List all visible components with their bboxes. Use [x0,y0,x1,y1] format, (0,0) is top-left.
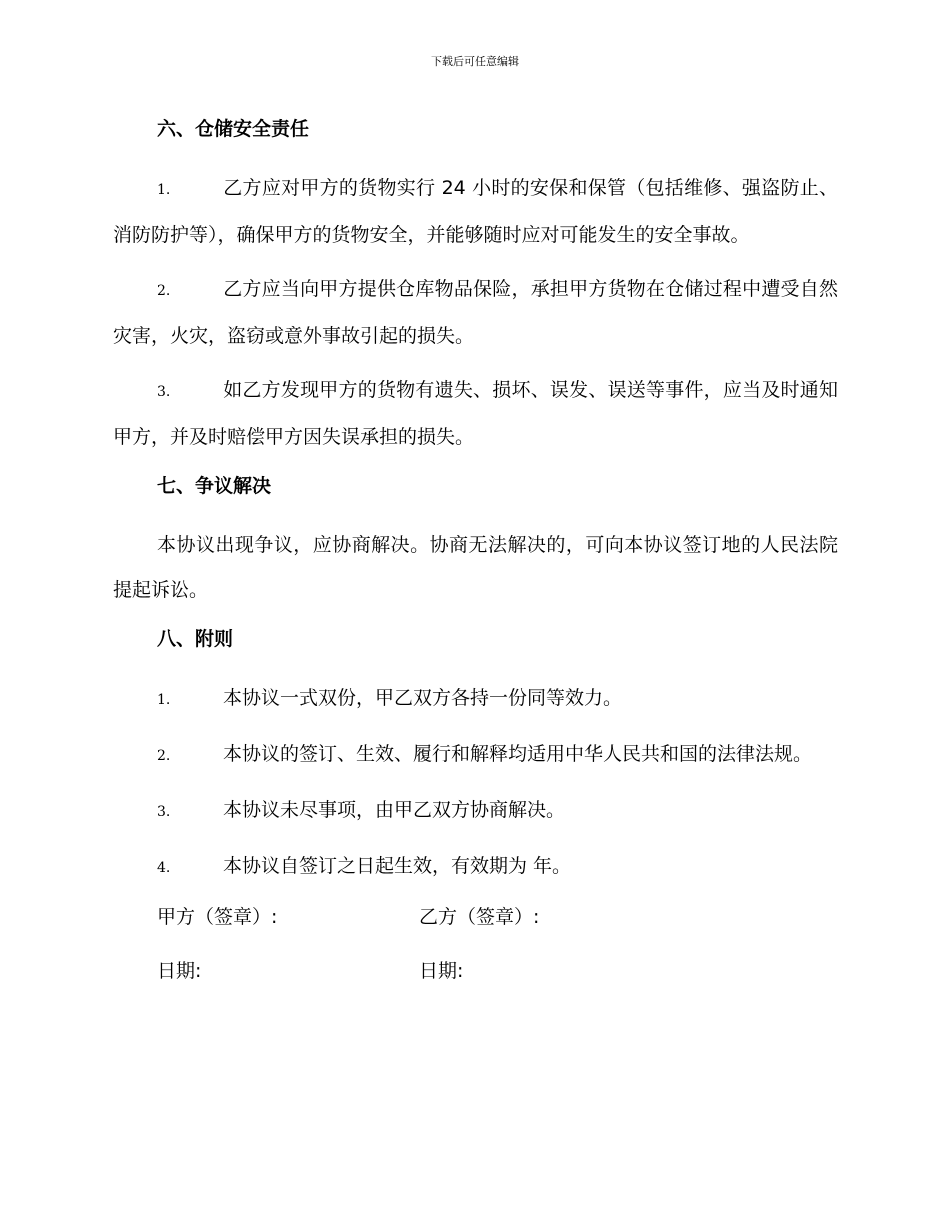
document-body [113,112,838,1008]
clause-text: 本协议自签订之日起生效，有效期为 年。 [223,855,572,877]
party-b-date-label: 日期: [419,960,464,982]
clause-number: 1. [157,182,171,198]
section-heading-dispute-resolution: 七、争议解决 [157,475,272,497]
party-a-signature-label: 甲方（签章）: [157,906,278,928]
clause-number: 3. [157,804,171,820]
clause-item [113,732,838,779]
clause-item [113,166,838,258]
date-row [113,954,838,988]
section-heading-storage-safety: 六、仓储安全责任 [157,118,310,140]
page-header: 下载后可任意编辑 [431,55,519,68]
clause-item [113,844,838,891]
clause-item [113,788,838,835]
clause-item [113,368,838,460]
section-heading-supplementary: 八、附则 [157,628,234,650]
section-paragraph: 本协议出现争议，应协商解决。协商无法解决的，可向本协议签订地的人民法院提起诉讼。 [113,534,838,601]
clause-text: 本协议未尽事项，由甲乙双方协商解决。 [223,799,566,821]
clause-number: 4. [157,860,171,876]
clause-text: 如乙方发现甲方的货物有遗失、损坏、误发、误送等事件，应当及时通知甲方，并及时赔偿甲方因失误承担的损失。 [113,379,838,448]
clause-number: 3. [157,384,171,400]
clause-text: 本协议的签订、生效、履行和解释均适用中华人民共和国的法律法规。 [223,743,813,765]
party-a-date-label: 日期: [157,960,202,982]
party-b-signature-label: 乙方（签章）: [419,906,540,928]
clause-item [113,267,838,359]
clause-text: 乙方应当向甲方提供仓库物品保险，承担甲方货物在仓储过程中遭受自然灾害，火灾，盗窃或意外事故引起的损失。 [113,278,838,347]
signature-row [113,900,838,934]
clause-number: 1. [157,692,171,708]
clause-number: 2. [157,283,171,299]
clause-text: 本协议一式双份，甲乙双方各持一份同等效力。 [223,687,623,709]
clause-text: 乙方应对甲方的货物实行 24 小时的安保和保管（包括维修、强盗防止、消防防护等），确保甲方的货物安全，并能够随时应对可能发生的安全事故。 [113,177,838,246]
clause-number: 2. [157,748,171,764]
clause-item [113,676,838,723]
